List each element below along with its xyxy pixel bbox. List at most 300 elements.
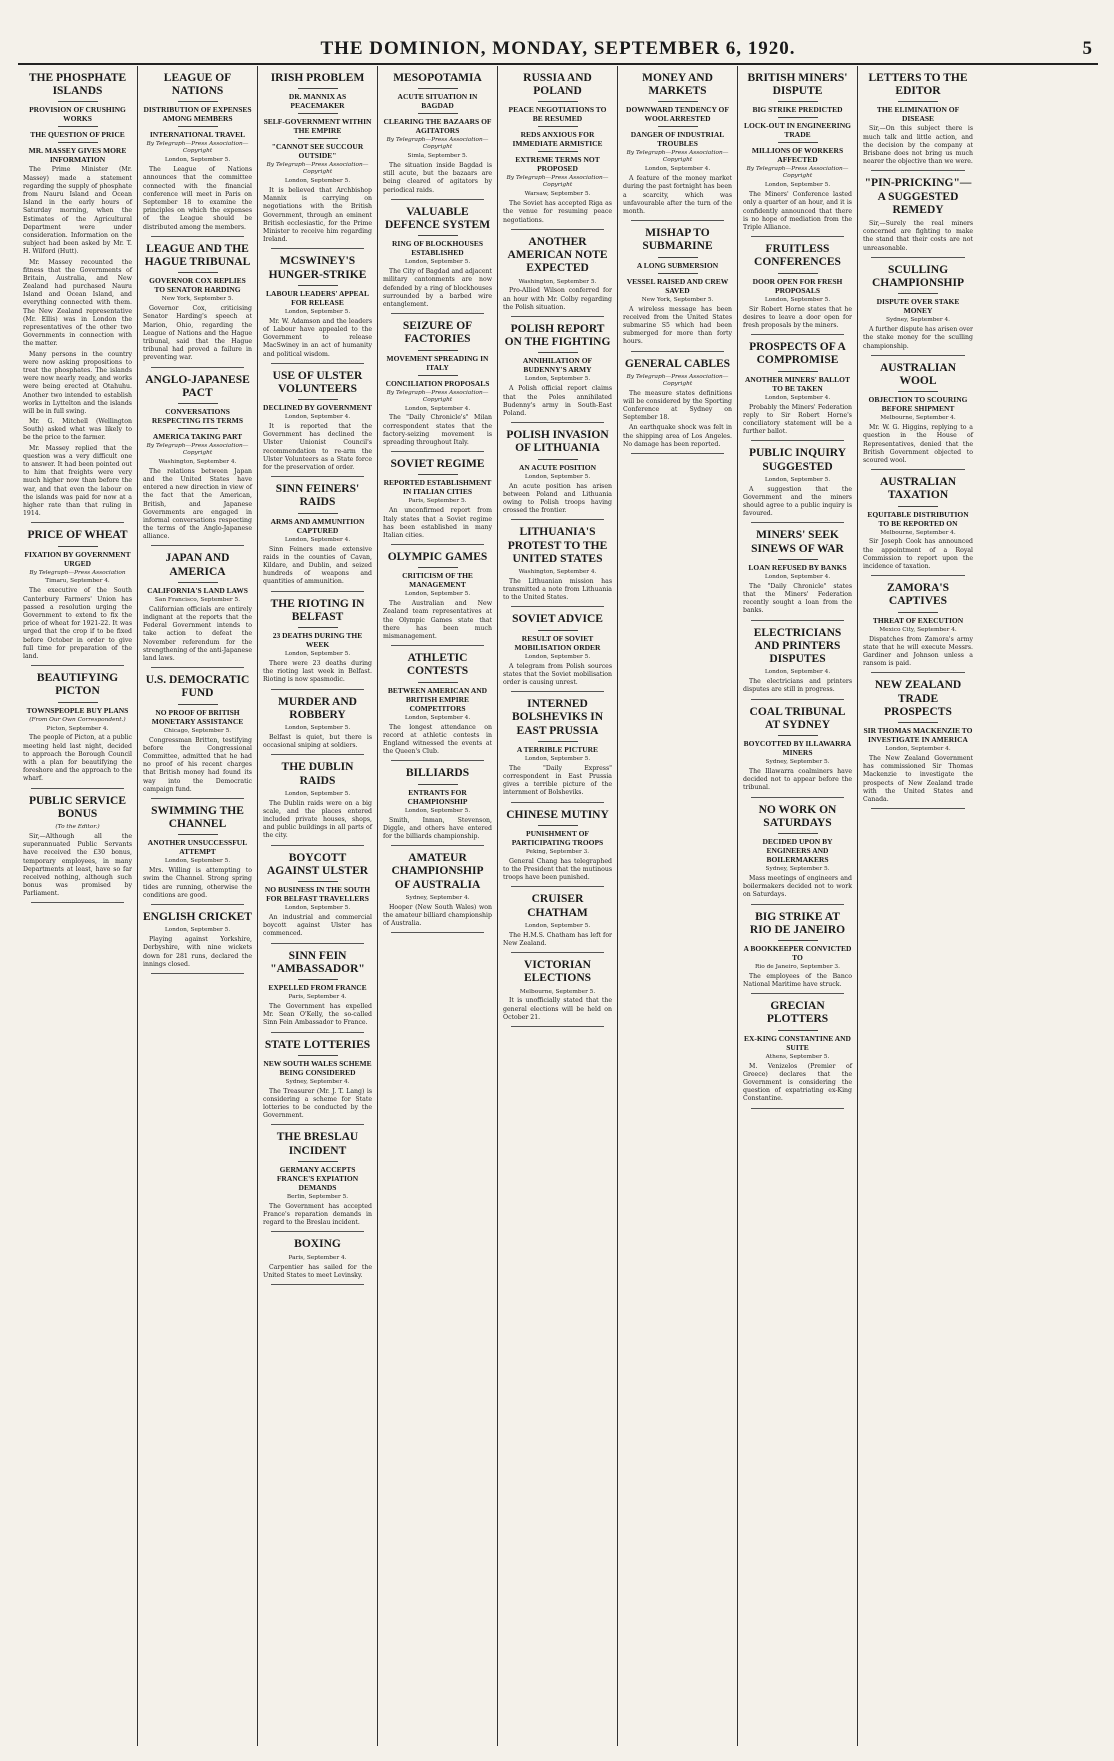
article-dateline: New York, September 5. bbox=[641, 296, 714, 303]
headline-divider bbox=[898, 293, 938, 294]
article-separator bbox=[31, 665, 124, 666]
headline-divider bbox=[298, 399, 338, 400]
headline-divider bbox=[298, 627, 338, 628]
article-paragraph: Smith, Inman, Stevenson, Diggle, and others have entered for the billiards championship. bbox=[383, 816, 492, 840]
headline-divider bbox=[658, 273, 698, 274]
article-dateline: Sydney, September 4. bbox=[405, 894, 470, 901]
article-subheading: PUNISHMENT OF PARTICIPATING TROOPS bbox=[511, 828, 604, 847]
article-headline: MONEY AND MARKETS bbox=[642, 72, 713, 98]
article-headline: THE RIOTING IN BELFAST bbox=[270, 597, 365, 623]
page-number: 5 bbox=[1082, 38, 1092, 59]
news-article bbox=[623, 358, 732, 454]
article-subheading: ANNIHILATION OF BUDENNY'S ARMY bbox=[522, 356, 593, 375]
article-separator bbox=[871, 355, 965, 356]
article-paragraph: It is unofficially stated that the general elections will be held on October 21. bbox=[503, 997, 612, 1021]
article-subheading: FIXATION BY GOVERNMENT URGED bbox=[24, 549, 131, 568]
news-article bbox=[383, 458, 492, 545]
headline-divider bbox=[418, 88, 458, 89]
headline-divider bbox=[58, 702, 98, 703]
article-paragraph: An earthquake shock was felt in the shipping area of Los Angeles. No damage has been reported. bbox=[623, 424, 732, 448]
article-separator bbox=[391, 845, 484, 846]
article-subheading: MILLIONS OF WORKERS AFFECTED bbox=[751, 146, 844, 165]
article-subheading: ENTRANTS FOR CHAMPIONSHIP bbox=[407, 787, 468, 806]
article-subheading: OBJECTION TO SCOURING BEFORE SHIPMENT bbox=[868, 395, 968, 414]
article-headline: MISHAP TO SUBMARINE bbox=[642, 227, 713, 253]
article-headline: ATHLETIC CONTESTS bbox=[406, 652, 469, 678]
article-separator bbox=[751, 334, 844, 335]
news-article bbox=[383, 551, 492, 646]
article-paragraph: Mr. Massey recounted the fitness that the Governments of Britain, Australia, and New Zealand had purchased Nauru Island and Ocean Island, and everything connected with them. The New Zealand representative (Mr. Ellis) was in London the representatives of the other two Governments in connection with the matter. bbox=[23, 258, 132, 348]
masthead-rule bbox=[18, 63, 1098, 65]
article-separator bbox=[751, 797, 844, 798]
article-paragraph: A wireless message has been received from the United States submarine S5 which had been submerged for more than forty hours. bbox=[623, 305, 732, 346]
article-subheading: MOVEMENT SPREADING IN ITALY bbox=[386, 353, 489, 372]
article-headline: POLISH REPORT ON THE FIGHTING bbox=[504, 323, 611, 349]
article-paragraph: Hooper (New South Wales) won the amateur billiard championship of Australia. bbox=[383, 903, 492, 928]
headline-divider bbox=[298, 285, 338, 286]
article-headline: GENERAL CABLES bbox=[624, 357, 731, 370]
article-paragraph: The H.M.S. Chatham has left for New Zealand. bbox=[503, 931, 612, 947]
article-subheading: DOOR OPEN FOR FRESH PROPOSALS bbox=[752, 276, 843, 295]
news-article bbox=[143, 911, 252, 974]
article-subheading: 23 DEATHS DURING THE WEEK bbox=[272, 631, 363, 649]
headline-divider bbox=[178, 101, 218, 102]
article-subheading: DECLINED BY GOVERNMENT bbox=[263, 403, 372, 413]
article-headline: LITHUANIA'S PROTEST TO THE UNITED STATES bbox=[507, 526, 608, 565]
headline-divider bbox=[178, 834, 218, 835]
article-headline: PROSPECTS OF A COMPROMISE bbox=[749, 341, 846, 367]
article-paragraph: A suggestion that the Government and the miners should agree to a public inquiry is favoured. bbox=[743, 485, 852, 518]
article-headline: LEAGUE AND THE HAGUE TRIBUNAL bbox=[144, 242, 251, 269]
article-separator bbox=[511, 886, 604, 887]
article-paragraph: An acute position has arisen between Poland and Lithuania owing to Polish troops having crossed the frontier. bbox=[503, 482, 612, 515]
headline-divider bbox=[418, 375, 458, 376]
article-headline: PUBLIC SERVICE BONUS bbox=[28, 794, 127, 820]
article-paragraph: Pro-Allied Wilson conferred for an hour with Mr. Colby regarding the Polish situation. bbox=[503, 287, 612, 311]
article-subheading: THREAT OF EXECUTION bbox=[872, 615, 964, 625]
article-separator bbox=[151, 798, 244, 799]
article-separator bbox=[151, 545, 244, 546]
article-subheading: CONVERSATIONS RESPECTING ITS TERMS bbox=[151, 406, 244, 425]
article-paragraph: The electricians and printers disputes are still in progress. bbox=[743, 678, 852, 694]
headline-divider bbox=[298, 513, 338, 514]
article-headline: FRUITLESS CONFERENCES bbox=[754, 243, 841, 269]
headline-divider bbox=[418, 113, 458, 114]
headline-divider bbox=[538, 101, 578, 102]
article-headline: SOVIET ADVICE bbox=[512, 613, 603, 626]
article-paragraph: Sir,—Although all the superannuated Public Servants have received the £30 bonus, temporary employees, in many Departments at least, have so far received nothing, although such bonus was promised by Parliament. bbox=[23, 832, 132, 898]
news-article bbox=[503, 893, 612, 953]
article-headline: SINN FEIN "AMBASSADOR" bbox=[270, 949, 365, 975]
article-subheading: THE QUESTION OF PRICE bbox=[30, 130, 125, 140]
headline-divider bbox=[658, 101, 698, 102]
news-article bbox=[743, 447, 852, 523]
article-subheading: REDS ANXIOUS FOR IMMEDIATE ARMISTICE bbox=[512, 130, 603, 149]
article-dateline: Peking, September 3. bbox=[525, 848, 590, 855]
article-separator bbox=[271, 845, 364, 846]
headline-divider bbox=[778, 273, 818, 274]
article-headline: LETTERS TO THE EDITOR bbox=[868, 72, 968, 98]
article-subheading: VESSEL RAISED AND CREW SAVED bbox=[626, 276, 729, 295]
article-byline: By Telegraph—Press Association—Copyright bbox=[146, 141, 249, 155]
article-subheading: CLEARING THE BAZAARS OF AGITATORS bbox=[383, 117, 492, 136]
article-headline: MINERS' SEEK SINEWS OF WAR bbox=[751, 529, 844, 555]
news-article bbox=[263, 1238, 372, 1285]
article-dateline: London, September 4. bbox=[885, 746, 951, 752]
article-byline: By Telegraph—Press Association—Copyright bbox=[626, 373, 729, 387]
article-headline: BRITISH MINERS' DISPUTE bbox=[747, 72, 848, 98]
article-separator bbox=[751, 993, 844, 994]
news-article bbox=[863, 72, 973, 171]
article-paragraph: General Chang has telegraphed to the President that the mutinous troops have been punished. bbox=[503, 857, 612, 882]
article-separator bbox=[271, 689, 364, 690]
article-dateline: London, September 4. bbox=[404, 405, 471, 412]
article-separator bbox=[391, 760, 484, 761]
headline-divider bbox=[58, 126, 98, 127]
headline-divider bbox=[898, 506, 938, 507]
article-separator bbox=[871, 257, 965, 258]
article-byline: By Telegraph—Press Association—Copyright bbox=[626, 150, 729, 164]
news-article bbox=[23, 72, 132, 523]
news-article bbox=[743, 529, 852, 620]
article-paragraph: The Australian and New Zealand team representatives at the Olympic Games state that there has been much mismanagement. bbox=[383, 600, 492, 641]
article-separator bbox=[271, 754, 364, 755]
article-separator bbox=[31, 522, 124, 523]
article-headline: SWIMMING THE CHANNEL bbox=[151, 804, 244, 831]
article-dateline: London, September 4. bbox=[644, 166, 711, 173]
article-dateline: Washington, September 4. bbox=[518, 568, 597, 575]
article-dateline: Timaru, September 4. bbox=[45, 578, 110, 585]
news-article bbox=[863, 264, 973, 356]
news-article bbox=[743, 911, 852, 995]
article-paragraph: It is reported that the Government has declined the Ulster Unionist Council's recommendation to re-arm the Ulster Volunteers as a State force for the preservation of order. bbox=[263, 423, 372, 472]
article-dateline: Athens, September 5. bbox=[765, 1053, 830, 1060]
article-subheading: AMERICA TAKING PART bbox=[152, 431, 243, 441]
news-article bbox=[743, 341, 852, 441]
article-subheading: EX-KING CONSTANTINE AND SUITE bbox=[744, 1033, 851, 1052]
headline-divider bbox=[538, 825, 578, 826]
article-headline: ANOTHER AMERICAN NOTE EXPECTED bbox=[507, 235, 608, 275]
news-article bbox=[743, 706, 852, 798]
headline-divider bbox=[778, 559, 818, 560]
news-article bbox=[383, 206, 492, 314]
article-subheading: LOCK-OUT IN ENGINEERING TRADE bbox=[744, 121, 851, 140]
news-article bbox=[863, 679, 973, 809]
column-2 bbox=[138, 66, 258, 1746]
news-article bbox=[743, 804, 852, 905]
news-article bbox=[143, 805, 252, 905]
masthead bbox=[18, 38, 1098, 64]
article-separator bbox=[511, 606, 604, 607]
article-subheading: LOAN REFUSED BY BANKS bbox=[748, 562, 847, 572]
headline-divider bbox=[658, 257, 698, 258]
news-article bbox=[23, 672, 132, 788]
article-byline: (To the Editor.) bbox=[55, 824, 100, 831]
article-paragraph: Mr. Massey replied that the question was a very difficult one to answer. It had been pointed out to him that freights were very much higher now than before the war, and that even the labour on the islands was paid for now at a higher rate than that ruling in 1914. bbox=[23, 444, 132, 518]
article-paragraph: A further dispute has arisen over the stake money for the sculling championship. bbox=[863, 326, 973, 350]
article-subheading: ANOTHER UNSUCCESSFUL ATTEMPT bbox=[147, 838, 248, 857]
article-dateline: London, September 5. bbox=[404, 591, 471, 598]
article-subheading: RING OF BLOCKHOUSES ESTABLISHED bbox=[392, 239, 483, 258]
article-separator bbox=[751, 904, 844, 905]
headline-divider bbox=[298, 979, 338, 980]
news-article bbox=[863, 362, 973, 470]
article-headline: STATE LOTTERIES bbox=[264, 1038, 371, 1051]
article-separator bbox=[631, 220, 724, 221]
article-headline: SINN FEINERS' RAIDS bbox=[275, 483, 360, 509]
news-article bbox=[863, 177, 973, 257]
headline-divider bbox=[178, 704, 218, 705]
headline-divider bbox=[418, 350, 458, 351]
article-separator bbox=[391, 199, 484, 200]
news-article bbox=[383, 320, 492, 452]
news-article bbox=[623, 72, 732, 221]
article-separator bbox=[511, 422, 604, 423]
news-article bbox=[743, 243, 852, 335]
article-headline: ENGLISH CRICKET bbox=[143, 911, 252, 924]
article-subheading: CALIFORNIA'S LAND LAWS bbox=[147, 585, 248, 595]
news-article bbox=[263, 950, 372, 1033]
article-separator bbox=[871, 170, 965, 171]
article-dateline: Paris, September 4. bbox=[288, 1254, 347, 1261]
article-subheading: BETWEEN AMERICAN AND BRITISH EMPIRE COMPETITORS bbox=[387, 685, 488, 713]
article-headline: BOXING bbox=[294, 1238, 341, 1251]
article-subheading: CRITICISM OF THE MANAGEMENT bbox=[402, 571, 473, 590]
headline-divider bbox=[778, 117, 818, 118]
headline-divider bbox=[778, 833, 818, 834]
article-separator bbox=[151, 973, 244, 974]
article-dateline: London, September 4. bbox=[764, 573, 831, 580]
article-paragraph: A feature of the money market during the past fortnight has been a scarcity, which was unfavourable after the turn of the month. bbox=[623, 175, 732, 216]
article-byline: (From Our Own Correspondent.) bbox=[29, 716, 126, 723]
article-headline: ELECTRICIANS AND PRINTERS DISPUTES bbox=[753, 626, 842, 666]
article-dateline: San Francisco, September 5. bbox=[154, 596, 241, 603]
article-separator bbox=[271, 1231, 364, 1232]
article-dateline: Washington, September 4. bbox=[158, 458, 237, 465]
news-article bbox=[503, 236, 612, 317]
article-headline: IRISH PROBLEM bbox=[270, 72, 365, 84]
headline-divider bbox=[538, 630, 578, 631]
article-paragraph: The measure states definitions will be considered by the Sporting Conference at Sydney on September 18. bbox=[623, 389, 732, 422]
headline-divider bbox=[778, 371, 818, 372]
news-article bbox=[263, 1131, 372, 1232]
article-headline: PRICE OF WHEAT bbox=[27, 529, 128, 542]
article-subheading: NO PROOF OF BRITISH MONETARY ASSISTANCE bbox=[151, 707, 244, 726]
news-article bbox=[503, 526, 612, 607]
headline-divider bbox=[418, 474, 458, 475]
news-article bbox=[503, 613, 612, 692]
article-separator bbox=[271, 591, 364, 592]
article-subheading: BIG STRIKE PREDICTED bbox=[752, 105, 843, 115]
news-article bbox=[383, 652, 492, 761]
article-dateline: London, September 5. bbox=[524, 473, 591, 480]
article-dateline: Sydney, September 4. bbox=[285, 1078, 350, 1085]
article-paragraph: The Treasurer (Mr. J. T. Lang) is considering a scheme for State lotteries to be conducted by the Government. bbox=[263, 1087, 372, 1120]
article-headline: BILLIARDS bbox=[405, 767, 470, 780]
article-headline: SCULLING CHAMPIONSHIP bbox=[872, 263, 964, 289]
article-paragraph: The Government has accepted France's reparation demands in regard to the Breslau incident. bbox=[263, 1202, 372, 1227]
headline-divider bbox=[178, 272, 218, 273]
article-paragraph: The Government has expelled Mr. Sean O'Kelly, the so-called Sinn Fein Ambassador to France. bbox=[263, 1002, 372, 1027]
article-headline: USE OF ULSTER VOLUNTEERS bbox=[272, 369, 363, 395]
article-paragraph: The employees of the Banco National Maritime have struck. bbox=[743, 972, 852, 989]
article-paragraph: Sinn Feiners made extensive raids in the counties of Cavan, Kildare, and Dublin, and seized hundreds of weapons and quantities of ammunition. bbox=[263, 545, 372, 586]
article-separator bbox=[271, 476, 364, 477]
article-headline: GRECIAN PLOTTERS bbox=[766, 1000, 829, 1026]
headline-divider bbox=[298, 1055, 338, 1056]
headline-divider bbox=[298, 138, 338, 139]
article-subheading: PEACE NEGOTIATIONS TO BE RESUMED bbox=[508, 105, 607, 124]
news-article bbox=[383, 852, 492, 933]
article-paragraph: The City of Bagdad and adjacent military cantonments are now defended by a ring of blockhouses surrounded by a barbed wire entanglement. bbox=[383, 268, 492, 308]
article-paragraph: There were 23 deaths during the rioting last week in Belfast. Rioting is now spasmodic. bbox=[263, 659, 372, 684]
article-separator bbox=[271, 943, 364, 944]
headline-divider bbox=[418, 567, 458, 568]
article-headline: MURDER AND ROBBERY bbox=[278, 695, 357, 721]
article-subheading: ACUTE SITUATION IN BAGDAD bbox=[397, 92, 478, 111]
headline-divider bbox=[898, 101, 938, 102]
article-headline: U.S. DEMOCRATIC FUND bbox=[145, 674, 250, 700]
article-separator bbox=[871, 808, 965, 809]
article-subheading: "CANNOT SEE SUCCOUR OUTSIDE" bbox=[271, 142, 364, 161]
article-dateline: London, September 5. bbox=[164, 157, 231, 164]
article-dateline: Sydney, September 5. bbox=[765, 759, 830, 766]
article-byline: By Telegraph—Press Association bbox=[29, 569, 126, 576]
article-dateline: London, September 5. bbox=[764, 296, 831, 303]
article-dateline: Paris, September 5. bbox=[408, 498, 467, 505]
article-separator bbox=[751, 620, 844, 621]
news-article bbox=[143, 674, 252, 799]
headline-divider bbox=[418, 784, 458, 785]
news-article bbox=[383, 767, 492, 846]
article-subheading: THE ELIMINATION OF DISEASE bbox=[876, 105, 960, 124]
headline-divider bbox=[778, 940, 818, 941]
article-byline: By Telegraph—Press Association—Copyright bbox=[386, 137, 489, 151]
headline-divider bbox=[778, 735, 818, 736]
article-subheading: DECIDED UPON BY ENGINEERS AND BOILERMAKERS bbox=[762, 836, 833, 864]
article-subheading: PROVISION OF CRUSHING WORKS bbox=[29, 105, 126, 124]
headline-divider bbox=[538, 459, 578, 460]
article-dateline: New York, September 5. bbox=[161, 296, 234, 303]
article-dateline: Sydney, September 5. bbox=[765, 865, 830, 872]
article-headline: ANGLO-JAPANESE PACT bbox=[145, 373, 250, 399]
article-dateline: London, September 5. bbox=[284, 308, 351, 315]
article-separator bbox=[271, 363, 364, 364]
article-headline: BEAUTIFYING PICTON bbox=[36, 672, 119, 698]
article-subheading: GERMANY ACCEPTS FRANCE'S EXPIATION DEMANDS bbox=[276, 1164, 359, 1192]
article-subheading: DR. MANNIX AS PEACEMAKER bbox=[288, 92, 347, 111]
column-3 bbox=[258, 66, 378, 1746]
article-headline: SOVIET REGIME bbox=[390, 458, 485, 471]
article-paragraph: The people of Picton, at a public meeting held last night, decided to approach the Borough Council with a plan for beautifying the foreshore and the approach to the wharf. bbox=[23, 734, 132, 783]
newspaper-columns bbox=[18, 66, 1098, 1746]
headline-divider bbox=[178, 126, 218, 127]
article-byline: By Telegraph—Press Association—Copyright bbox=[386, 389, 489, 403]
article-paragraph: A telegram from Polish sources states that the Soviet mobilisation order is causing unrest. bbox=[503, 662, 612, 687]
article-subheading: GOVERNOR COX REPLIES TO SENATOR HARDING bbox=[149, 276, 246, 295]
article-paragraph: An unconfirmed report from Italy states that a Soviet regime has been established in many Italian cities. bbox=[383, 507, 492, 539]
article-paragraph: Sir Robert Horne states that he desires to leave a door open for fresh proposals by the miners. bbox=[743, 305, 852, 329]
article-paragraph: Mr. G. Mitchell (Wellington South) asked what was likely to be the price to the farmer. bbox=[23, 418, 132, 442]
article-dateline: London, September 5. bbox=[284, 178, 351, 185]
article-separator bbox=[31, 902, 124, 903]
article-paragraph: Californian officials are entirely indignant at the reports that the Federal Government intends to take action to defeat the November referendum for the strengthening of the anti-Japanese land laws. bbox=[143, 605, 252, 662]
article-separator bbox=[511, 1026, 604, 1027]
column-8 bbox=[858, 66, 978, 1746]
article-paragraph: The New Zealand Government has commissioned Sir Thomas Mackenzie to investigate the prospects of New Zealand trade with the United States and Canada. bbox=[863, 754, 973, 803]
article-separator bbox=[511, 802, 604, 803]
news-article bbox=[743, 627, 852, 700]
headline-divider bbox=[538, 151, 578, 152]
article-dateline: London, September 4. bbox=[284, 414, 351, 421]
article-paragraph: The longest attendance on record at athletic contests in England witnessed the events at the Queen's Club. bbox=[383, 723, 492, 756]
article-separator bbox=[31, 788, 124, 789]
news-article bbox=[503, 429, 612, 520]
article-dateline: London, September 5. bbox=[284, 724, 351, 731]
article-paragraph: An industrial and commercial boycott against Ulster has commenced. bbox=[263, 914, 372, 938]
article-dateline: London, September 5. bbox=[764, 476, 831, 483]
article-headline: OLYMPIC GAMES bbox=[387, 551, 488, 564]
article-dateline: Chicago, September 5. bbox=[163, 727, 232, 734]
column-4 bbox=[378, 66, 498, 1746]
article-headline: BOYCOTT AGAINST ULSTER bbox=[266, 851, 369, 877]
article-paragraph: The Illawarra coalminers have decided not to appear before the tribunal. bbox=[743, 767, 852, 792]
news-article bbox=[143, 243, 252, 368]
article-separator bbox=[271, 1032, 364, 1033]
article-headline: CRUISER CHATHAM bbox=[527, 893, 588, 919]
headline-divider bbox=[178, 428, 218, 429]
article-dateline: London, September 4. bbox=[284, 536, 351, 543]
article-paragraph: Sir,—Surely the real miners concerned are fighting to make the stand that their costs are not unreasonable. bbox=[863, 220, 973, 252]
article-separator bbox=[751, 1108, 844, 1109]
article-paragraph: Mrs. Willing is attempting to swim the Channel. Strong spring tides are running, otherwise the conditions are good. bbox=[143, 867, 252, 899]
article-subheading: ANOTHER MINERS' BALLOT TO BE TAKEN bbox=[744, 374, 851, 393]
headline-divider bbox=[178, 403, 218, 404]
article-separator bbox=[751, 236, 844, 237]
article-separator bbox=[511, 691, 604, 692]
article-dateline: Melbourne, September 4. bbox=[880, 529, 956, 536]
news-article bbox=[623, 227, 732, 351]
article-paragraph: The "Daily Chronicle's" Milan correspondent states that the factory-seizing movement is spreading throughout Italy. bbox=[383, 414, 492, 447]
article-byline: By Telegraph—Press Association—Copyright bbox=[146, 442, 249, 456]
news-article bbox=[263, 761, 372, 845]
news-article bbox=[503, 72, 612, 230]
article-paragraph: The Lithuanian mission has transmitted a note from Lithuania to the United States. bbox=[503, 577, 612, 602]
article-headline: JAPAN AND AMERICA bbox=[165, 552, 230, 578]
article-paragraph: The Soviet has accepted Riga as the venue for resuming peace negotiations. bbox=[503, 200, 612, 224]
article-separator bbox=[391, 451, 484, 452]
article-subheading: CONCILIATION PROPOSALS bbox=[385, 378, 490, 388]
article-paragraph: Carpentier has sailed for the United States to meet Levinsky. bbox=[263, 1263, 372, 1279]
article-headline: THE BRESLAU INCIDENT bbox=[276, 1131, 359, 1157]
column-6 bbox=[618, 66, 738, 1746]
article-headline: INTERNED BOLSHEVIKS IN EAST PRUSSIA bbox=[511, 698, 604, 737]
article-paragraph: The League of Nations announces that the committee connected with the financial conference will meet in Paris on September 18 to examine the principles on which the expenses of the League should be distributed among the members. bbox=[143, 166, 252, 231]
article-headline: NEW ZEALAND TRADE PROSPECTS bbox=[874, 679, 962, 718]
article-headline: AMATEUR CHAMPIONSHIP OF AUSTRALIA bbox=[391, 852, 484, 891]
newspaper-title: THE DOMINION, MONDAY, SEPTEMBER 6, 1920. bbox=[320, 38, 796, 59]
article-subheading: SELF-GOVERNMENT WITHIN THE EMPIRE bbox=[263, 117, 372, 136]
column-7 bbox=[738, 66, 858, 1746]
headline-divider bbox=[418, 682, 458, 683]
article-separator bbox=[391, 544, 484, 545]
article-separator bbox=[871, 575, 965, 576]
headline-divider bbox=[778, 101, 818, 102]
headline-divider bbox=[298, 88, 338, 89]
article-dateline: London, September 5. bbox=[164, 858, 231, 865]
news-article bbox=[743, 1000, 852, 1108]
headline-divider bbox=[298, 113, 338, 114]
